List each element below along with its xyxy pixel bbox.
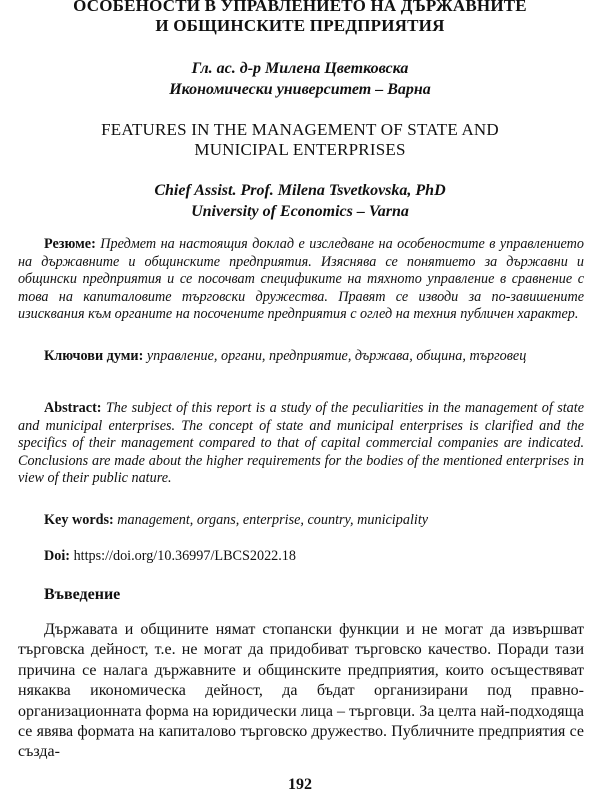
title-en-line-2: MUNICIPAL ENTERPRISES — [194, 140, 406, 159]
abstract-bulgarian — [18, 236, 584, 324]
title-en-line-1: FEATURES IN THE MANAGEMENT OF STATE AND — [101, 120, 499, 139]
keywords-en-label: Key words: — [44, 512, 114, 528]
abstract-english — [18, 400, 584, 488]
keywords-bg-text: управление, органи, предприятие, държава, община, търговец — [146, 348, 527, 364]
title-bulgarian — [0, 0, 600, 36]
page-number: 192 — [288, 776, 312, 793]
doi-label: Doi: — [44, 548, 71, 564]
abstract-en-label: Abstract: — [44, 400, 102, 416]
keywords-en-text: management, organs, enterprise, country, municipality — [117, 512, 429, 528]
author-block-english — [0, 180, 600, 222]
abstract-bg-label: Резюме: — [44, 236, 96, 252]
doi-line — [18, 548, 584, 566]
author-affiliation-en: University of Economics – Varna — [191, 203, 409, 220]
keywords-bulgarian — [18, 348, 584, 366]
doi-link[interactable]: https://doi.org/10.36997/LBCS2022.18 — [73, 548, 296, 564]
abstract-bg-text: Предмет на настоящия доклад е изследване на особеностите в управлението на държавните и общинските предприятия. Изяснява се понятието за държавни и общински предприятия и се посочват спецификите на тяхното управление в сравнение с това на капиталовите търговски дружества. Правят се изводи за по-завишените изисквания към органите на посочените предприятия с оглед на техния публичен характер. — [18, 236, 585, 322]
title-english — [0, 120, 600, 160]
author-affiliation-bg: Икономически университет – Варна — [169, 81, 431, 98]
keywords-english — [18, 512, 584, 530]
author-name-bg: Гл. ас. д-р Милена Цветковска — [191, 60, 409, 77]
title-bg-line-2: И ОБЩИНСКИТЕ ПРЕДПРИЯТИЯ — [155, 16, 445, 35]
abstract-en-text: The subject of this report is a study of the peculiarities in the management of state and municipal enterprises. The concept of state and municipal enterprises is clarified and the specifics of their management compared to that of capital commercial companies are indicated. Conclusions are made about the higher requirements for the bodies of the mentioned enterprises in view of their public nature. — [18, 400, 585, 486]
author-name-en: Chief Assist. Prof. Milena Tsvetkovska, PhD — [154, 182, 446, 199]
author-block-bulgarian — [0, 58, 600, 100]
title-bg-line-1: ОСОБЕНОСТИ В УПРАВЛЕНИЕТО НА ДЪРЖАВНИТЕ — [73, 0, 527, 15]
keywords-bg-label: Ключови думи: — [44, 348, 144, 364]
introduction-paragraph: Държавата и общините нямат стопански функции и не могат да извършват търговска дейност, т.е. не могат да придобиват търговско качество. Поради тази причина се налага държавните и общинските предприятия, които осъществяват някаква икономическа дейност, да бъдат организирани под правно-организационната форма на юридически лица – търговци. За целта най-подходяща се явява формата на капиталово търговско дружество. Публичните предприятия се създа- — [18, 621, 584, 761]
section-heading-introduction: Въведение — [44, 586, 121, 603]
